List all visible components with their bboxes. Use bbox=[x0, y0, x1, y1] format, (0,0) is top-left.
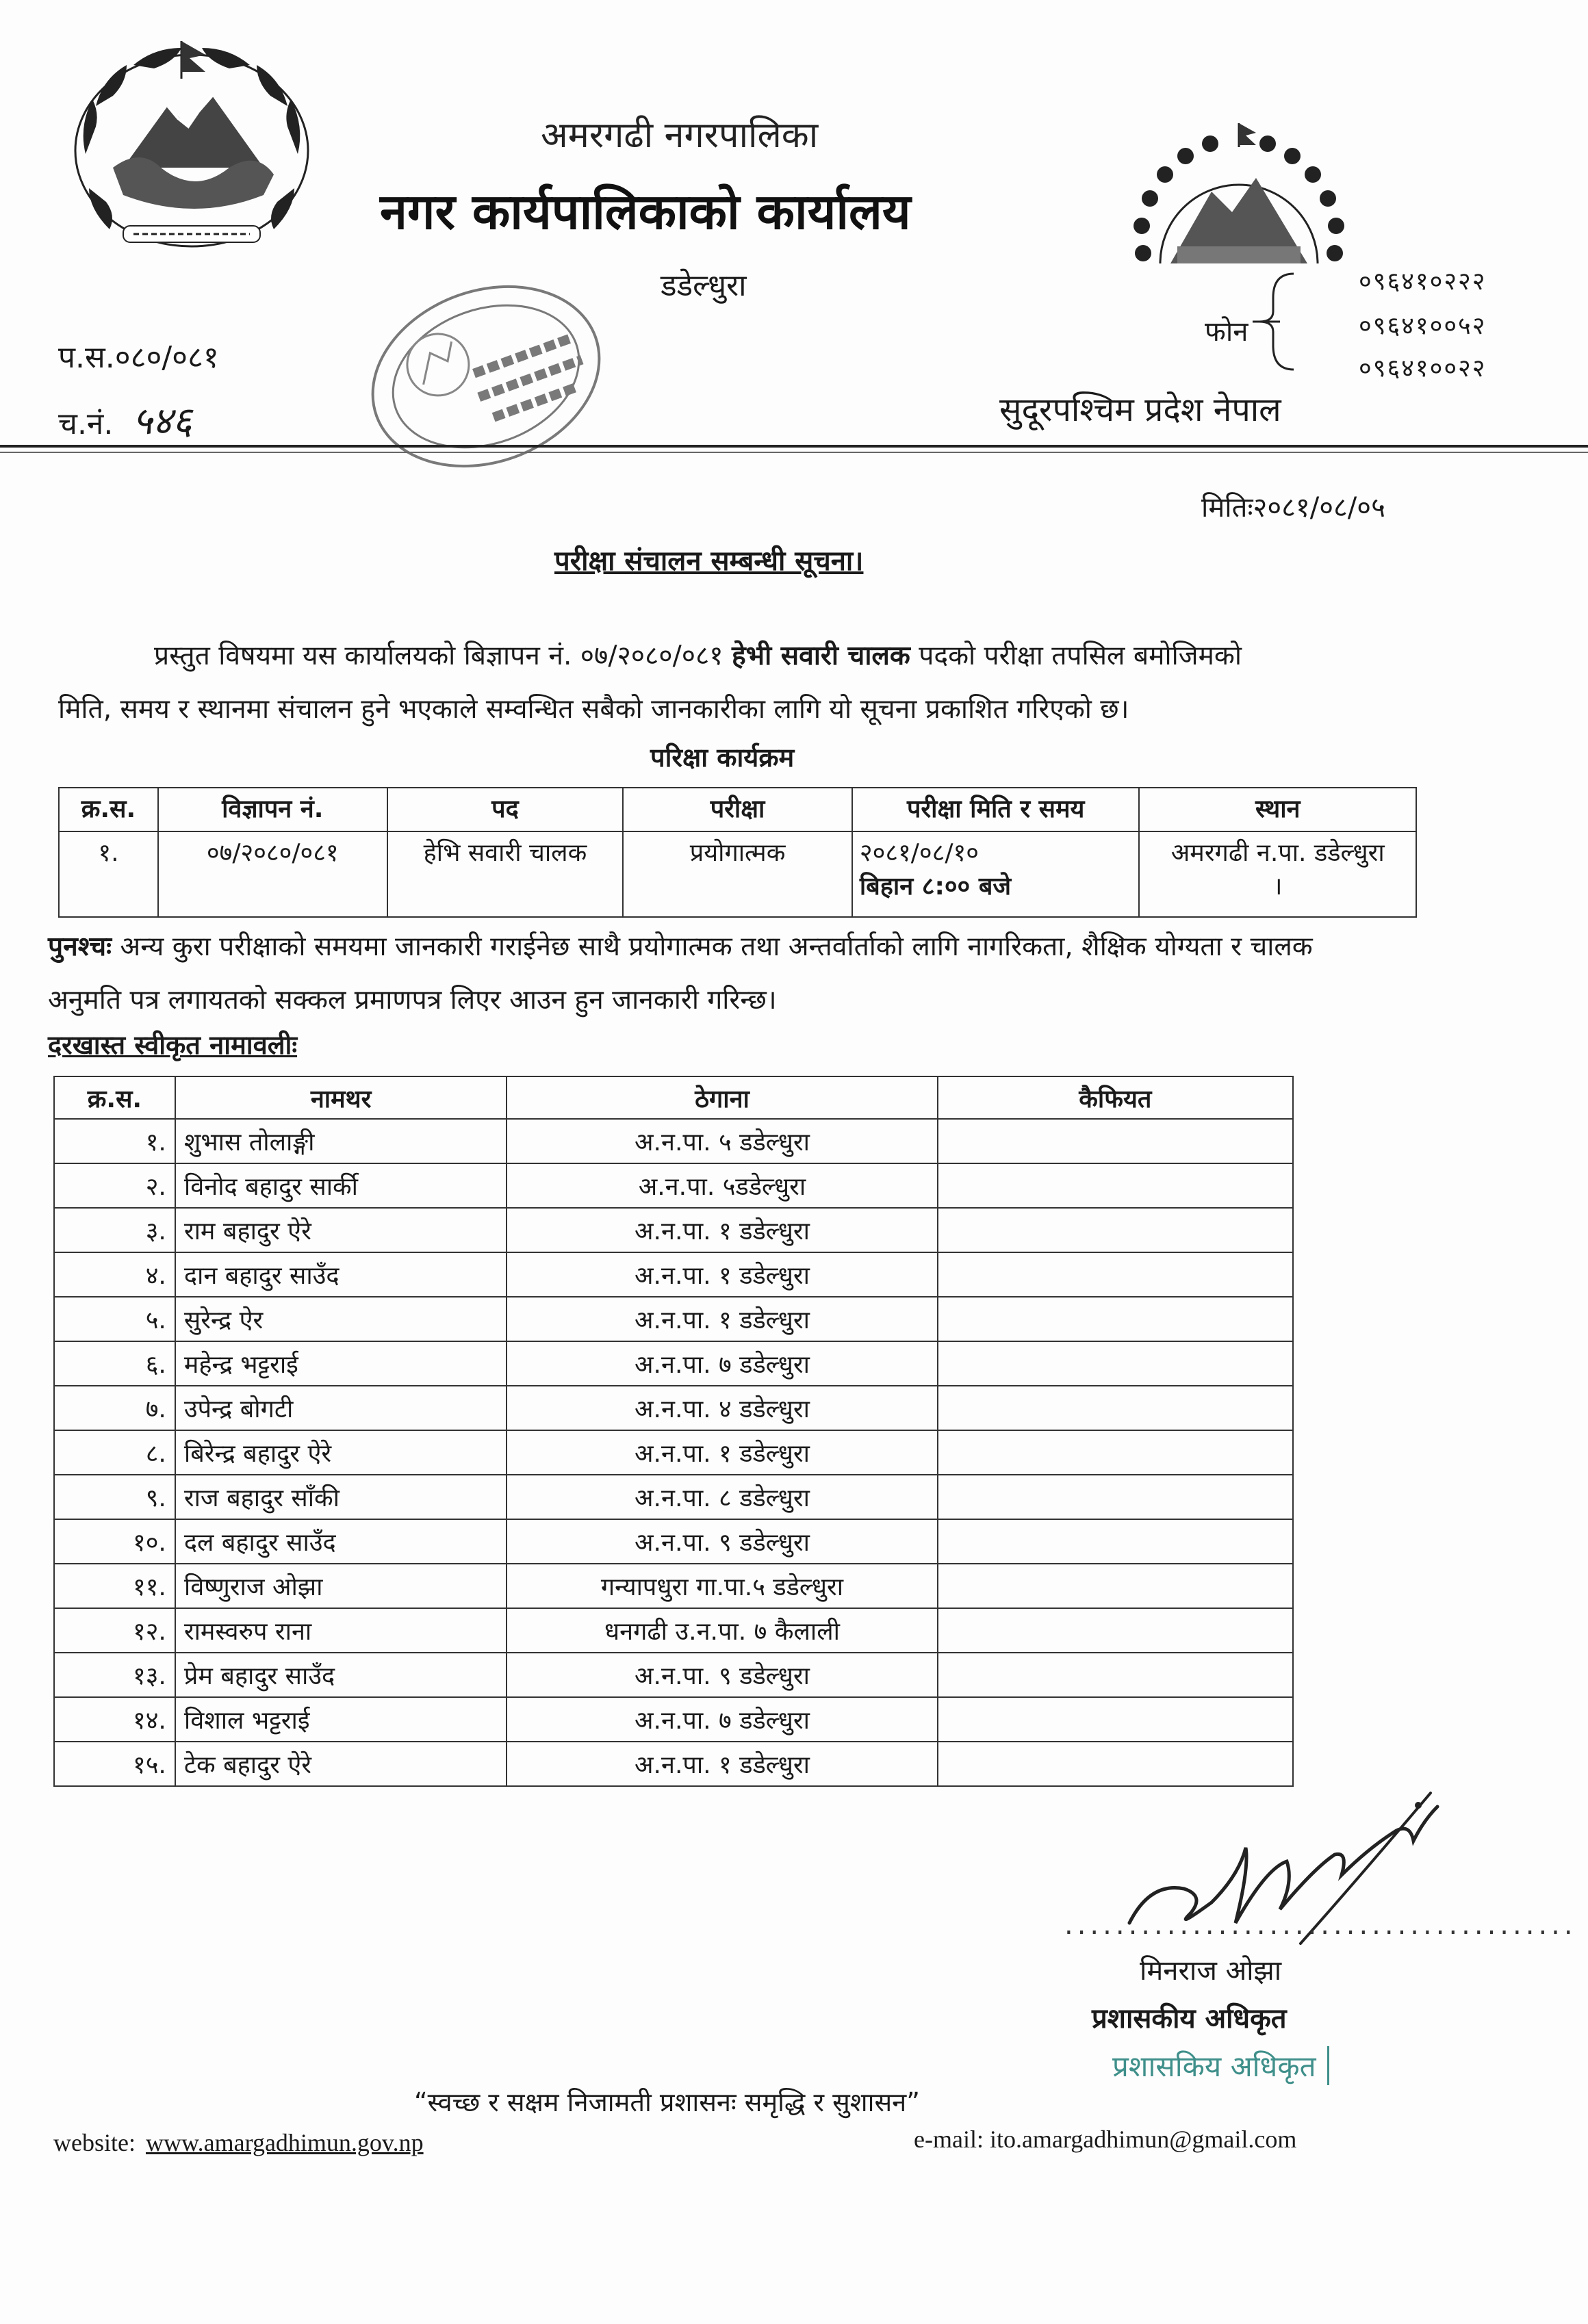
phone-leader-line bbox=[1253, 318, 1280, 326]
cell-name: सुरेन्द्र ऐर bbox=[175, 1297, 507, 1341]
municipality-logo-icon bbox=[1123, 116, 1355, 267]
phone-number-2: ०९६४१००५२ bbox=[1359, 312, 1487, 340]
table-row bbox=[54, 1608, 1293, 1653]
notice-body bbox=[58, 630, 1482, 736]
cell-name: विनोद बहादुर सार्की bbox=[175, 1163, 507, 1208]
table-row bbox=[54, 1430, 1293, 1475]
notice-para1: प्रस्तुत विषयमा यस कार्यालयको बिज्ञापन नं. ०७/२०८०/०८१ bbox=[154, 641, 723, 671]
cell-sn: ११. bbox=[54, 1564, 175, 1608]
postscript-label: पुनश्चः bbox=[48, 931, 112, 962]
cell-sn: ७. bbox=[54, 1386, 175, 1430]
table-row bbox=[54, 1119, 1293, 1163]
exam-time: बिहान ८:०० बजे bbox=[859, 873, 1012, 901]
website-label: website: bbox=[53, 2129, 136, 2156]
cell-address: अ.न.पा. १ डडेल्धुरा bbox=[507, 1430, 937, 1475]
header-divider-thin bbox=[0, 452, 1588, 453]
venue-text-end: । bbox=[1272, 873, 1283, 901]
candidate-table bbox=[53, 1076, 1294, 1787]
cell-address: अ.न.पा. ५डडेल्धुरा bbox=[507, 1163, 937, 1208]
cell-remarks bbox=[938, 1475, 1293, 1519]
cell-sn: १०. bbox=[54, 1519, 175, 1564]
notice-title: परीक्षा संचालन सम्बन्धी सूचना। bbox=[554, 545, 864, 577]
footer-website bbox=[53, 2128, 424, 2157]
cell-address: गन्यापधुरा गा.पा.५ डडेल्धुरा bbox=[507, 1564, 937, 1608]
phone-number-3: ०९६४१००२२ bbox=[1359, 354, 1487, 383]
signer-designation: प्रशासकीय अधिकृत bbox=[1092, 2003, 1287, 2035]
cell-name: विष्णुराज ओझा bbox=[175, 1564, 507, 1608]
table-row bbox=[54, 1252, 1293, 1297]
cell-sn: ३. bbox=[54, 1208, 175, 1252]
col-header-ad-no: विज्ञापन नं. bbox=[158, 788, 387, 831]
notice-para1-rest: पदको परीक्षा तपसिल बमोजिमको bbox=[919, 641, 1242, 671]
col-header-date-time: परीक्षा मिति र समय bbox=[852, 788, 1140, 831]
table-row bbox=[54, 1163, 1293, 1208]
cell-name: टेक बहादुर ऐरे bbox=[175, 1742, 507, 1786]
col-header-exam: परीक्षा bbox=[623, 788, 852, 831]
table-row bbox=[54, 1475, 1293, 1519]
website-link[interactable]: www.amargadhimun.gov.np bbox=[145, 2129, 424, 2156]
issue-date: मितिः२०८१/०८/०५ bbox=[1201, 492, 1385, 524]
cell-name: शुभास तोलाङ्गी bbox=[175, 1119, 507, 1163]
table-header-row bbox=[59, 788, 1416, 831]
cell-sn: १३. bbox=[54, 1653, 175, 1697]
header-divider bbox=[0, 445, 1588, 448]
notice-para2: मिति, समय र स्थानमा संचालन हुने भएकाले सम्वन्धित सबैको जानकारीका लागि यो सूचना प्रकाशित गरिएको छ। bbox=[58, 694, 1129, 725]
cell-venue bbox=[1139, 831, 1416, 917]
cell-name: महेन्द्र भट्टराई bbox=[175, 1341, 507, 1386]
cell-sn: १२. bbox=[54, 1608, 175, 1653]
table-header-row bbox=[54, 1076, 1293, 1119]
venue-text: अमरगढी न.पा. डडेल्धुरा bbox=[1170, 839, 1385, 867]
cell-remarks bbox=[938, 1386, 1293, 1430]
district-name: डडेल्धुरा bbox=[661, 268, 747, 303]
office-seal-stamp bbox=[356, 260, 616, 493]
table-row bbox=[54, 1297, 1293, 1341]
cell-remarks bbox=[938, 1297, 1293, 1341]
cell-address: अ.न.पा. ५ डडेल्धुरा bbox=[507, 1119, 937, 1163]
col-header-address: ठेगाना bbox=[507, 1076, 937, 1119]
table-row bbox=[54, 1653, 1293, 1697]
cell-address: अ.न.पा. १ डडेल्धुरा bbox=[507, 1742, 937, 1786]
phone-number-1: ०९६४१०२२२ bbox=[1359, 268, 1487, 296]
cell-remarks bbox=[938, 1697, 1293, 1742]
col-header-remarks: कैफियत bbox=[938, 1076, 1293, 1119]
dispatch-label: च.नं. bbox=[58, 406, 114, 441]
cell-remarks bbox=[938, 1341, 1293, 1386]
cell-address: अ.न.पा. १ डडेल्धुरा bbox=[507, 1297, 937, 1341]
cell-sn: १. bbox=[59, 831, 158, 917]
footer-motto: “स्वच्छ र सक्षम निजामती प्रशासनः समृद्धि र सुशासन” bbox=[414, 2087, 920, 2117]
table-row bbox=[54, 1208, 1293, 1252]
postscript-text: अन्य कुरा परीक्षाको समयमा जानकारी गराईनेछ साथै प्रयोगात्मक तथा अन्तर्वार्ताको लागि नागरिकता, शैक्षिक योग्यता र चालक bbox=[120, 931, 1313, 962]
program-title: परिक्षा कार्यक्रम bbox=[650, 743, 795, 773]
candidate-list-title: दरखास्त स्वीकृत नामावलीः bbox=[48, 1030, 298, 1060]
cell-sn: ६. bbox=[54, 1341, 175, 1386]
cell-sn: १. bbox=[54, 1119, 175, 1163]
cell-name: राज बहादुर साँकी bbox=[175, 1475, 507, 1519]
cell-address: अ.न.पा. १ डडेल्धुरा bbox=[507, 1208, 937, 1252]
postscript-note bbox=[48, 920, 1513, 1027]
cell-address: अ.न.पा. ८ डडेल्धुरा bbox=[507, 1475, 937, 1519]
cell-name: राम बहादुर ऐरे bbox=[175, 1208, 507, 1252]
cell-address: अ.न.पा. ९ डडेल्धुरा bbox=[507, 1519, 937, 1564]
table-row bbox=[54, 1742, 1293, 1786]
cell-remarks bbox=[938, 1430, 1293, 1475]
cell-sn: ४. bbox=[54, 1252, 175, 1297]
cell-name: रामस्वरुप राना bbox=[175, 1608, 507, 1653]
cell-sn: २. bbox=[54, 1163, 175, 1208]
col-header-post: पद bbox=[387, 788, 624, 831]
exam-date: २०८१/०८/१० bbox=[859, 839, 979, 867]
cell-sn: १४. bbox=[54, 1697, 175, 1742]
cell-remarks bbox=[938, 1252, 1293, 1297]
cell-sn: ९. bbox=[54, 1475, 175, 1519]
cell-address: अ.न.पा. ७ डडेल्धुरा bbox=[507, 1341, 937, 1386]
cell-remarks bbox=[938, 1163, 1293, 1208]
dispatch-number bbox=[58, 393, 192, 446]
province-name: सुदूरपश्चिम प्रदेश नेपाल bbox=[999, 391, 1281, 429]
cell-name: विशाल भट्टराई bbox=[175, 1697, 507, 1742]
signer-name: मिनराज ओझा bbox=[1140, 1955, 1282, 1987]
cell-date-time bbox=[852, 831, 1140, 917]
postscript-text-2: अनुमति पत्र लगायतको सक्कल प्रमाणपत्र लिएर आउन हुन जानकारी गरिन्छ। bbox=[48, 985, 777, 1016]
exam-program-table bbox=[58, 787, 1417, 918]
col-header-sn: क्र.स. bbox=[59, 788, 158, 831]
table-row bbox=[59, 831, 1416, 917]
cell-remarks bbox=[938, 1519, 1293, 1564]
cell-remarks bbox=[938, 1119, 1293, 1163]
phone-label: फोन bbox=[1205, 316, 1248, 348]
cell-address: धनगढी उ.न.पा. ७ कैलाली bbox=[507, 1608, 937, 1653]
cell-remarks bbox=[938, 1653, 1293, 1697]
footer-email[interactable]: e-mail: ito.amargadhimun@gmail.com bbox=[914, 2126, 1297, 2153]
cell-sn: ५. bbox=[54, 1297, 175, 1341]
cell-name: प्रेम बहादुर साउँद bbox=[175, 1653, 507, 1697]
cell-exam: प्रयोगात्मक bbox=[623, 831, 852, 917]
table-row bbox=[54, 1519, 1293, 1564]
table-row bbox=[54, 1697, 1293, 1742]
notice-post-name: हेभी सवारी चालक bbox=[731, 641, 910, 671]
fiscal-year-ref: प.स.०८०/०८१ bbox=[58, 340, 219, 375]
cell-name: उपेन्द्र बोगटी bbox=[175, 1386, 507, 1430]
cell-ad-no: ०७/२०८०/०८१ bbox=[158, 831, 387, 917]
table-row bbox=[54, 1564, 1293, 1608]
cell-name: बिरेन्द्र बहादुर ऐरे bbox=[175, 1430, 507, 1475]
dispatch-number-value: ५४६ bbox=[132, 399, 192, 443]
cell-address: अ.न.पा. १ डडेल्धुरा bbox=[507, 1252, 937, 1297]
cell-name: दल बहादुर साउँद bbox=[175, 1519, 507, 1564]
col-header-name: नामथर bbox=[175, 1076, 507, 1119]
cell-remarks bbox=[938, 1208, 1293, 1252]
col-header-venue: स्थान bbox=[1139, 788, 1416, 831]
cell-name: दान बहादुर साउँद bbox=[175, 1252, 507, 1297]
cell-sn: १५. bbox=[54, 1742, 175, 1786]
nepal-emblem-icon bbox=[58, 31, 325, 257]
cell-remarks bbox=[938, 1608, 1293, 1653]
cell-post: हेभि सवारी चालक bbox=[387, 831, 624, 917]
cell-address: अ.न.पा. ४ डडेल्धुरा bbox=[507, 1386, 937, 1430]
table-row bbox=[54, 1386, 1293, 1430]
col-header-sn: क्र.स. bbox=[54, 1076, 175, 1119]
cell-address: अ.न.पा. ७ डडेल्धुरा bbox=[507, 1697, 937, 1742]
cell-address: अ.न.पा. ९ डडेल्धुरा bbox=[507, 1653, 937, 1697]
signature-line: ........................................ bbox=[1064, 1909, 1577, 1941]
table-row bbox=[54, 1341, 1293, 1386]
designation-stamp: प्रशासकिय अधिकृत bbox=[1112, 2046, 1329, 2085]
candidate-table-body bbox=[54, 1119, 1293, 1786]
cell-remarks bbox=[938, 1564, 1293, 1608]
cell-sn: ८. bbox=[54, 1430, 175, 1475]
municipality-name: अमरगढी नगरपालिका bbox=[541, 115, 819, 156]
office-name: नगर कार्यपालिकाको कार्यालय bbox=[380, 183, 911, 240]
